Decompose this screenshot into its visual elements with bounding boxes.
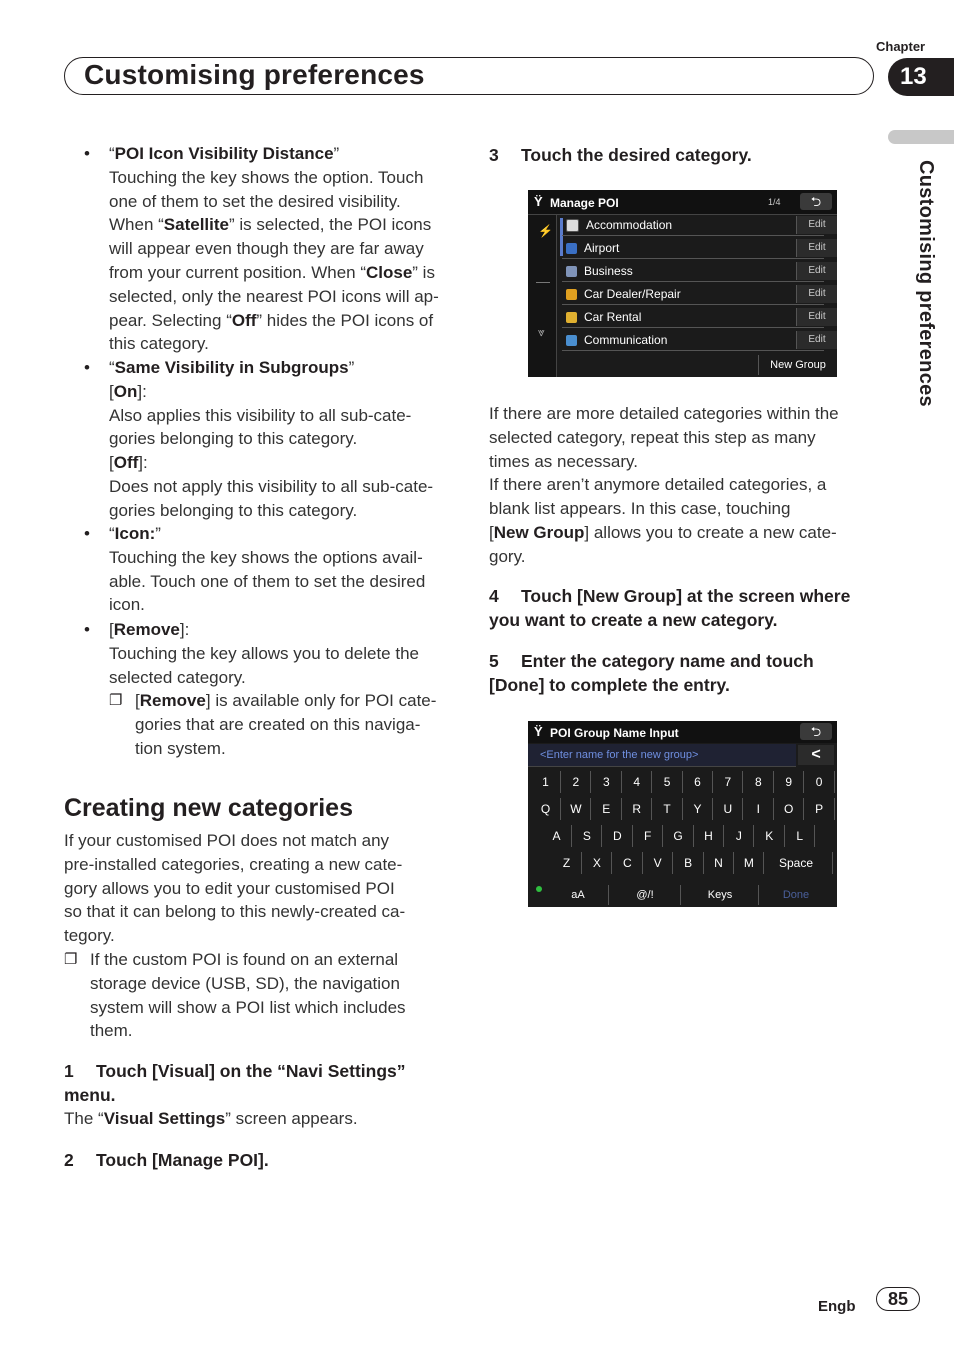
language-label: Engb [818, 1298, 856, 1315]
keyboard-key[interactable]: D [603, 825, 633, 847]
keyboard-key[interactable]: V [643, 852, 673, 874]
building-icon [566, 266, 577, 277]
list-item[interactable]: Airport [562, 238, 824, 259]
car-rental-icon [566, 312, 577, 323]
bed-icon [566, 219, 579, 232]
scroll-strip [528, 215, 557, 377]
status-dot-icon [536, 886, 542, 892]
keyboard-key[interactable]: 9 [774, 771, 804, 793]
back-icon[interactable]: ⮌ [800, 723, 832, 740]
keyboard-key[interactable]: Y [683, 798, 713, 820]
car-repair-icon [566, 289, 577, 300]
keyboard-key[interactable]: H [694, 825, 724, 847]
bullet-same-visibility: “Same Visibility in Subgroups” [On]: Also applies this visibility to all sub-cate- gories belonging to this category. [Off]: Does not apply this visibility to all sub-cate- gories belonging to this category. [109, 358, 434, 520]
edit-button[interactable]: Edit [796, 216, 837, 234]
keys-key[interactable]: Keys [682, 885, 759, 905]
screen-title: Manage POI [550, 196, 619, 210]
keyboard-key[interactable]: 5 [653, 771, 683, 793]
scroll-down-icon[interactable]: ⩔ [538, 325, 545, 339]
edit-button[interactable]: Edit [796, 331, 837, 349]
keyboard-key[interactable]: S [572, 825, 602, 847]
list-item[interactable]: Car Dealer/Repair [562, 284, 824, 305]
list-item[interactable]: Business [562, 261, 824, 282]
edit-button[interactable]: Edit [796, 262, 837, 280]
keyboard-key[interactable]: 6 [683, 771, 713, 793]
keyboard-key[interactable]: 2 [561, 771, 591, 793]
keyboard-key[interactable]: B [674, 852, 704, 874]
new-group-button[interactable]: New Group [758, 355, 837, 375]
keyboard-key[interactable]: 1 [531, 771, 561, 793]
name-input-placeholder: <Enter name for the new group> [540, 749, 699, 761]
keyboard-key[interactable]: A [542, 825, 572, 847]
detail-paragraph: If there are more detailed categories within the selected category, repeat this step as many times as necessary. If there aren’t anymore detailed categories, a blank list appears. In this case, touching [New Group] allows you to create a new cate- gory. [489, 404, 839, 566]
keyboard-key[interactable]: G [664, 825, 694, 847]
note-box-icon: ❐ [109, 692, 123, 709]
keyboard-key[interactable]: Z [552, 852, 582, 874]
keyboard-key[interactable]: X [582, 852, 612, 874]
keyboard-key[interactable]: L [785, 825, 815, 847]
edit-button[interactable]: Edit [796, 308, 837, 326]
done-button[interactable]: Done [782, 889, 810, 901]
backspace-button[interactable]: < [798, 745, 834, 765]
list-item[interactable]: Car Rental [562, 307, 824, 328]
section-heading: Creating new categories [64, 794, 353, 822]
keyboard-key[interactable]: F [633, 825, 663, 847]
keyboard-key[interactable]: 7 [713, 771, 743, 793]
back-icon[interactable]: ⮌ [800, 193, 832, 210]
page-number: 85 [876, 1287, 920, 1311]
keyboard-key[interactable]: R [622, 798, 652, 820]
group-name-input-screen [528, 721, 837, 907]
step-4: 4 Touch [New Group] at the screen where you want to create a new category. [489, 586, 851, 630]
screen-title: POI Group Name Input [550, 726, 679, 740]
chapter-label: Chapter [876, 39, 926, 54]
bullet-poi-visibility: “POI Icon Visibility Distance” Touching the key shows the option. Touch one of them to set the desired visibility. When “Satellite” is selected, the POI icons will appear even though they are far away from your current position. When “Close” is selected, only the nearest POI icons will ap- pear. Selecting “Off” hides the POI icons of this category. [109, 144, 439, 354]
keyboard-key[interactable]: 3 [592, 771, 622, 793]
edit-button[interactable]: Edit [796, 285, 837, 303]
keyboard-key[interactable]: 0 [805, 771, 835, 793]
keyboard-key[interactable]: K [755, 825, 785, 847]
step-5: 5 Enter the category name and touch [Done] to complete the entry. [489, 651, 814, 695]
symbols-key[interactable]: @/! [610, 885, 681, 905]
edit-button[interactable]: Edit [796, 239, 837, 257]
side-tab [888, 130, 954, 144]
remove-note: [Remove] is available only for POI cate- gories that are created on this naviga- tion system. [135, 691, 437, 758]
step-1-desc: The “Visual Settings” screen appears. [64, 1109, 358, 1128]
keyboard-key[interactable]: W [561, 798, 591, 820]
case-toggle-key[interactable]: aA [548, 885, 609, 905]
side-section-label: Customising preferences [915, 160, 937, 407]
keyboard-key[interactable]: C [613, 852, 643, 874]
chapter-number: 13 [888, 58, 954, 96]
keyboard-key[interactable]: 8 [744, 771, 774, 793]
list-item[interactable]: Accommodation [562, 215, 824, 236]
bullet-marker: • [84, 358, 90, 377]
bullet-marker: • [84, 144, 90, 163]
communication-icon [566, 335, 577, 346]
list-item[interactable]: Communication [562, 330, 824, 351]
keyboard-key[interactable]: E [592, 798, 622, 820]
keyboard-key[interactable]: Q [531, 798, 561, 820]
keyboard-key[interactable]: P [805, 798, 835, 820]
step-3: 3 Touch the desired category. [489, 145, 752, 165]
note-box-icon: ❐ [64, 951, 78, 968]
space-key[interactable]: Space [760, 852, 833, 874]
bullet-marker: • [84, 524, 90, 543]
page-indicator: 1/4 [768, 197, 781, 207]
keyboard-key[interactable]: J [724, 825, 754, 847]
page-title: Customising preferences [84, 59, 425, 90]
keyboard-key[interactable]: T [653, 798, 683, 820]
bullet-remove: [Remove]: Touching the key allows you to delete the selected category. [109, 620, 419, 687]
keyboard-key[interactable]: I [744, 798, 774, 820]
step-1: 1 Touch [Visual] on the “Navi Settings” menu. [64, 1061, 406, 1105]
scroll-up-icon[interactable]: ⚡ [538, 224, 553, 238]
navi-logo-icon: Ϋ [534, 724, 543, 739]
keyboard-key[interactable]: U [713, 798, 743, 820]
bullet-icon: “Icon:” Touching the key shows the options avail- able. Touch one of them to set the desired icon. [109, 524, 426, 615]
keyboard-key[interactable]: 4 [622, 771, 652, 793]
bullet-marker: • [84, 620, 90, 639]
keyboard-key[interactable]: N [704, 852, 734, 874]
scroll-position-icon[interactable] [536, 282, 550, 283]
storage-note: If the custom POI is found on an external storage device (USB, SD), the navigation system will show a POI list which includes them. [90, 950, 406, 1041]
manage-poi-screen [528, 190, 837, 377]
keyboard-key[interactable]: O [774, 798, 804, 820]
keyboard-key[interactable]: M [734, 852, 764, 874]
intro-paragraph: If your customised POI does not match any pre-installed categories, creating a new cate- gory allows you to edit your customised POI so that it can belong to this newly-created ca- tegory. [64, 831, 406, 946]
step-2: 2 Touch [Manage POI]. [64, 1150, 269, 1170]
navi-logo-icon: Ϋ [534, 194, 543, 209]
airport-icon [566, 243, 577, 254]
